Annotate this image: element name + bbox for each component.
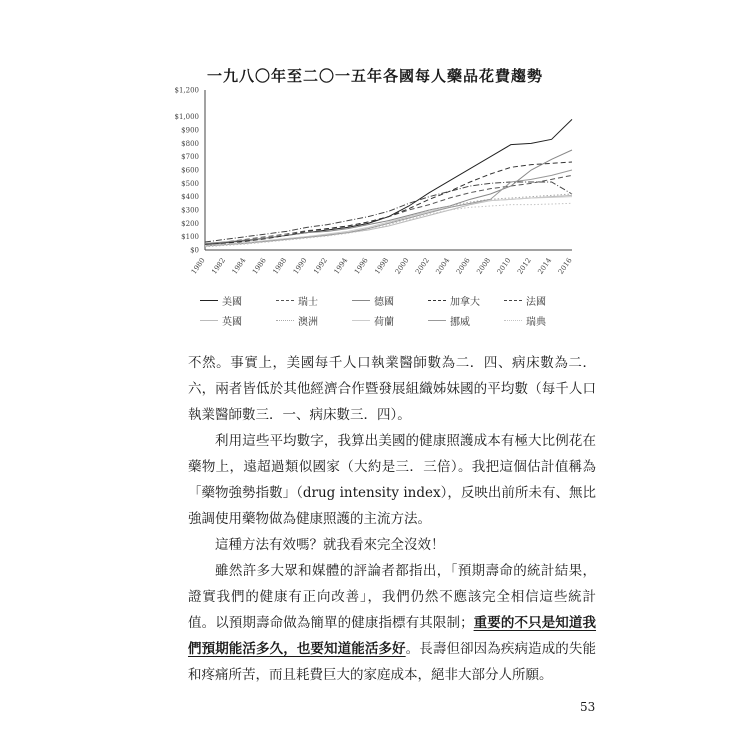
x-tick-label: 2000 — [393, 256, 411, 276]
legend-swatch — [200, 300, 218, 301]
line-chart — [160, 82, 590, 282]
x-tick-label: 1980 — [189, 256, 207, 276]
legend-item — [504, 293, 580, 308]
legend-label: 挪威 — [450, 316, 470, 328]
x-tick-label: 1984 — [230, 256, 248, 276]
x-tick-label: 1998 — [373, 256, 391, 276]
y-tick-label: $300 — [181, 206, 199, 215]
legend-item — [200, 293, 276, 308]
series-line-加拿大 — [205, 162, 572, 245]
x-axis-labels — [190, 256, 574, 276]
legend-label: 荷蘭 — [374, 316, 394, 328]
x-tick-label: 2008 — [475, 256, 493, 276]
x-tick-label: 2004 — [434, 256, 452, 276]
legend-swatch — [504, 300, 522, 301]
legend-row-2 — [200, 310, 580, 330]
body-text — [188, 350, 596, 688]
x-tick-label: 1996 — [352, 256, 370, 276]
x-tick-label: 2016 — [556, 256, 574, 276]
x-tick-label: 2012 — [516, 256, 533, 276]
legend-swatch — [352, 320, 370, 321]
series-line-法國 — [205, 182, 572, 242]
y-tick-label: $1,200 — [174, 86, 199, 95]
legend-label: 美國 — [222, 296, 242, 308]
legend-label: 英國 — [222, 316, 242, 328]
paragraph-1: 不然。事實上，美國每千人口執業醫師數為二．四、病床數為二．六，兩者皆低於其他經濟合作暨發展組織姊妹國的平均數（每千人口執業醫師數三．一、病床數三．四）。 — [188, 355, 596, 423]
paragraph-4-emphasis: 重要的不只是知道我們預期能活多久，也要知道能活多好 — [188, 615, 597, 657]
paragraph-2: 利用這些平均數字，我算出美國的健康照護成本有極大比例花在藥物上，遠超過類似國家（大約是三．三倍）。我把這個估計值稱為「藥物強勢指數」（drug intensity index），反映出前所未有、無比強調使用藥物做為健康照護的主流方法。 — [188, 433, 596, 527]
paragraph-4 — [188, 558, 596, 688]
legend-item — [276, 313, 352, 328]
legend-label: 澳洲 — [298, 316, 318, 328]
series-lines — [205, 119, 572, 246]
series-line-德國 — [205, 150, 572, 243]
legend-swatch — [352, 300, 370, 301]
x-tick-label: 2010 — [495, 256, 513, 276]
legend-label: 德國 — [374, 296, 394, 308]
legend-label: 法國 — [526, 296, 546, 308]
paragraph-3: 這種方法有效嗎？就我看來完全沒效！ — [215, 537, 445, 553]
page-number: 53 — [580, 700, 596, 714]
x-tick-label: 1992 — [312, 256, 329, 276]
y-tick-label: $400 — [181, 193, 199, 202]
y-tick-label: $0 — [190, 246, 199, 255]
y-tick-label: $700 — [181, 153, 199, 162]
legend-swatch — [428, 320, 446, 321]
x-tick-label: 1994 — [332, 256, 350, 276]
legend-swatch — [276, 300, 294, 301]
x-tick-label: 2014 — [536, 256, 554, 276]
legend-swatch — [276, 320, 294, 321]
paragraph-4-text-b: 。長壽但卻因為疾病造成的失能和疼痛所苦，而且耗費巨大的家庭成本，絕非大部分人所願。 — [188, 641, 597, 683]
y-tick-label: $500 — [181, 179, 199, 188]
y-tick-label: $100 — [181, 233, 199, 242]
chart-legend — [200, 290, 580, 330]
legend-item — [200, 313, 276, 328]
y-tick-label: $600 — [181, 166, 199, 175]
legend-swatch — [428, 300, 446, 301]
y-axis-labels — [175, 87, 200, 255]
x-tick-label: 1982 — [210, 256, 228, 276]
x-tick-label: 1990 — [291, 256, 309, 276]
legend-swatch — [200, 320, 218, 321]
legend-item — [428, 293, 504, 308]
legend-item — [428, 313, 504, 328]
x-tick-label: 1988 — [271, 256, 289, 276]
legend-item — [276, 293, 352, 308]
legend-row-1 — [200, 290, 580, 310]
chart-title: 一九八〇年至二〇一五年各國每人藥品花費趨勢 — [206, 67, 543, 85]
legend-label: 瑞典 — [526, 316, 546, 328]
y-tick-label: $900 — [181, 126, 199, 135]
x-tick-label: 2002 — [414, 256, 431, 276]
legend-item — [352, 293, 428, 308]
legend-swatch — [504, 320, 522, 321]
legend-item — [504, 313, 580, 328]
x-tick-label: 2006 — [454, 256, 472, 276]
y-tick-label: $200 — [181, 219, 199, 228]
y-tick-label: $1,000 — [174, 113, 199, 122]
series-line-瑞典 — [205, 203, 572, 246]
series-line-瑞士 — [205, 175, 572, 244]
legend-label: 瑞士 — [298, 296, 318, 308]
legend-item — [352, 313, 428, 328]
y-tick-label: $800 — [181, 139, 199, 148]
legend-label: 加拿大 — [450, 296, 480, 308]
paragraph-4-text-a: 雖然許多大眾和媒體的評論者都指出，「預期壽命的統計結果，證實我們的健康有正向改善」，我們仍然不應該完全相信這些統計值。以預期壽命做為簡單的健康指標有其限制； — [188, 563, 596, 631]
x-tick-label: 1986 — [251, 256, 268, 276]
